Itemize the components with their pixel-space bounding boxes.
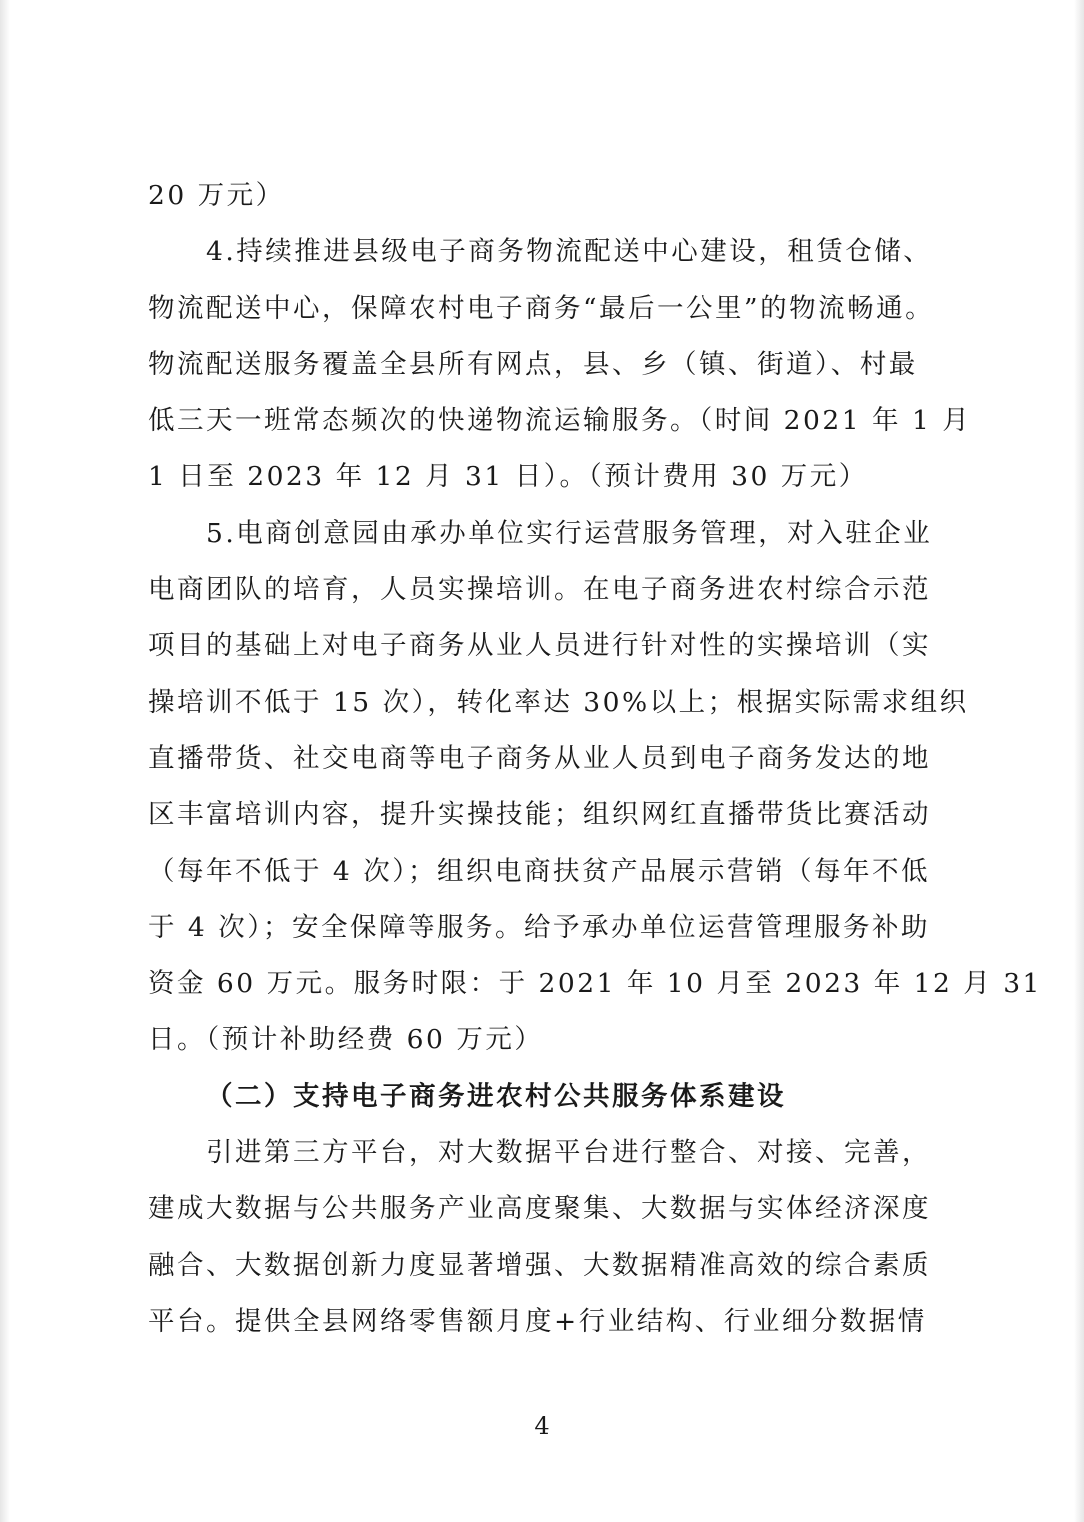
page-left-edge <box>0 0 10 1522</box>
text-line: 物流配送中心，保障农村电子商务“最后一公里”的物流畅通。 <box>148 292 935 324</box>
text-line: 建成大数据与公共服务产业高度聚集、大数据与实体经济深度 <box>148 1193 931 1225</box>
text-line: 物流配送服务覆盖全县所有网点，县、乡（镇、街道）、村最 <box>148 348 918 380</box>
paragraph-item-4-start: 4.持续推进县级电子商务物流配送中心建设，租赁仓储、 <box>206 236 933 268</box>
text-line: （每年不低于 4 次）；组织电商扶贫产品展示营销（每年不低 <box>148 855 930 887</box>
document-body <box>148 168 1042 1350</box>
paragraph-start: 引进第三方平台，对大数据平台进行整合、对接、完善， <box>206 1137 931 1169</box>
text-line: 日。（预计补助经费 60 万元） <box>148 1024 544 1056</box>
page-number: 4 <box>534 1412 550 1440</box>
text-line: 1 日至 2023 年 12 月 31 日）。（预计费用 30 万元） <box>148 461 868 493</box>
text-line: 电商团队的培育，人员实操培训。在电子商务进农村综合示范 <box>148 574 931 606</box>
text-line: 平台。提供全县网络零售额月度+行业结构、行业细分数据情 <box>148 1305 927 1337</box>
paragraph-item-5-start: 5.电商创意园由承办单位实行运营服务管理，对入驻企业 <box>206 517 933 549</box>
section-heading: （二）支持电子商务进农村公共服务体系建设 <box>206 1080 786 1112</box>
text-line: 融合、大数据创新力度显著增强、大数据精准高效的综合素质 <box>148 1249 931 1281</box>
text-line: 资金 60 万元。服务时限：于 2021 年 10 月至 2023 年 12 月 31 <box>148 968 1042 1000</box>
text-line: 20 万元） <box>148 180 285 211</box>
text-line: 项目的基础上对电子商务从业人员进行针对性的实操培训（实 <box>148 630 931 662</box>
text-line: 操培训不低于 15 次），转化率达 30%以上；根据实际需求组织 <box>148 686 969 718</box>
page-right-edge <box>1074 0 1084 1522</box>
text-line: 直播带货、社交电商等电子商务从业人员到电子商务发达的地 <box>148 742 931 774</box>
text-line: 区丰富培训内容，提升实操技能；组织网红直播带货比赛活动 <box>148 799 931 831</box>
text-line: 低三天一班常态频次的快递物流运输服务。（时间 2021 年 1 月 <box>148 405 972 437</box>
text-line: 于 4 次）；安全保障等服务。给予承办单位运营管理服务补助 <box>148 911 930 943</box>
